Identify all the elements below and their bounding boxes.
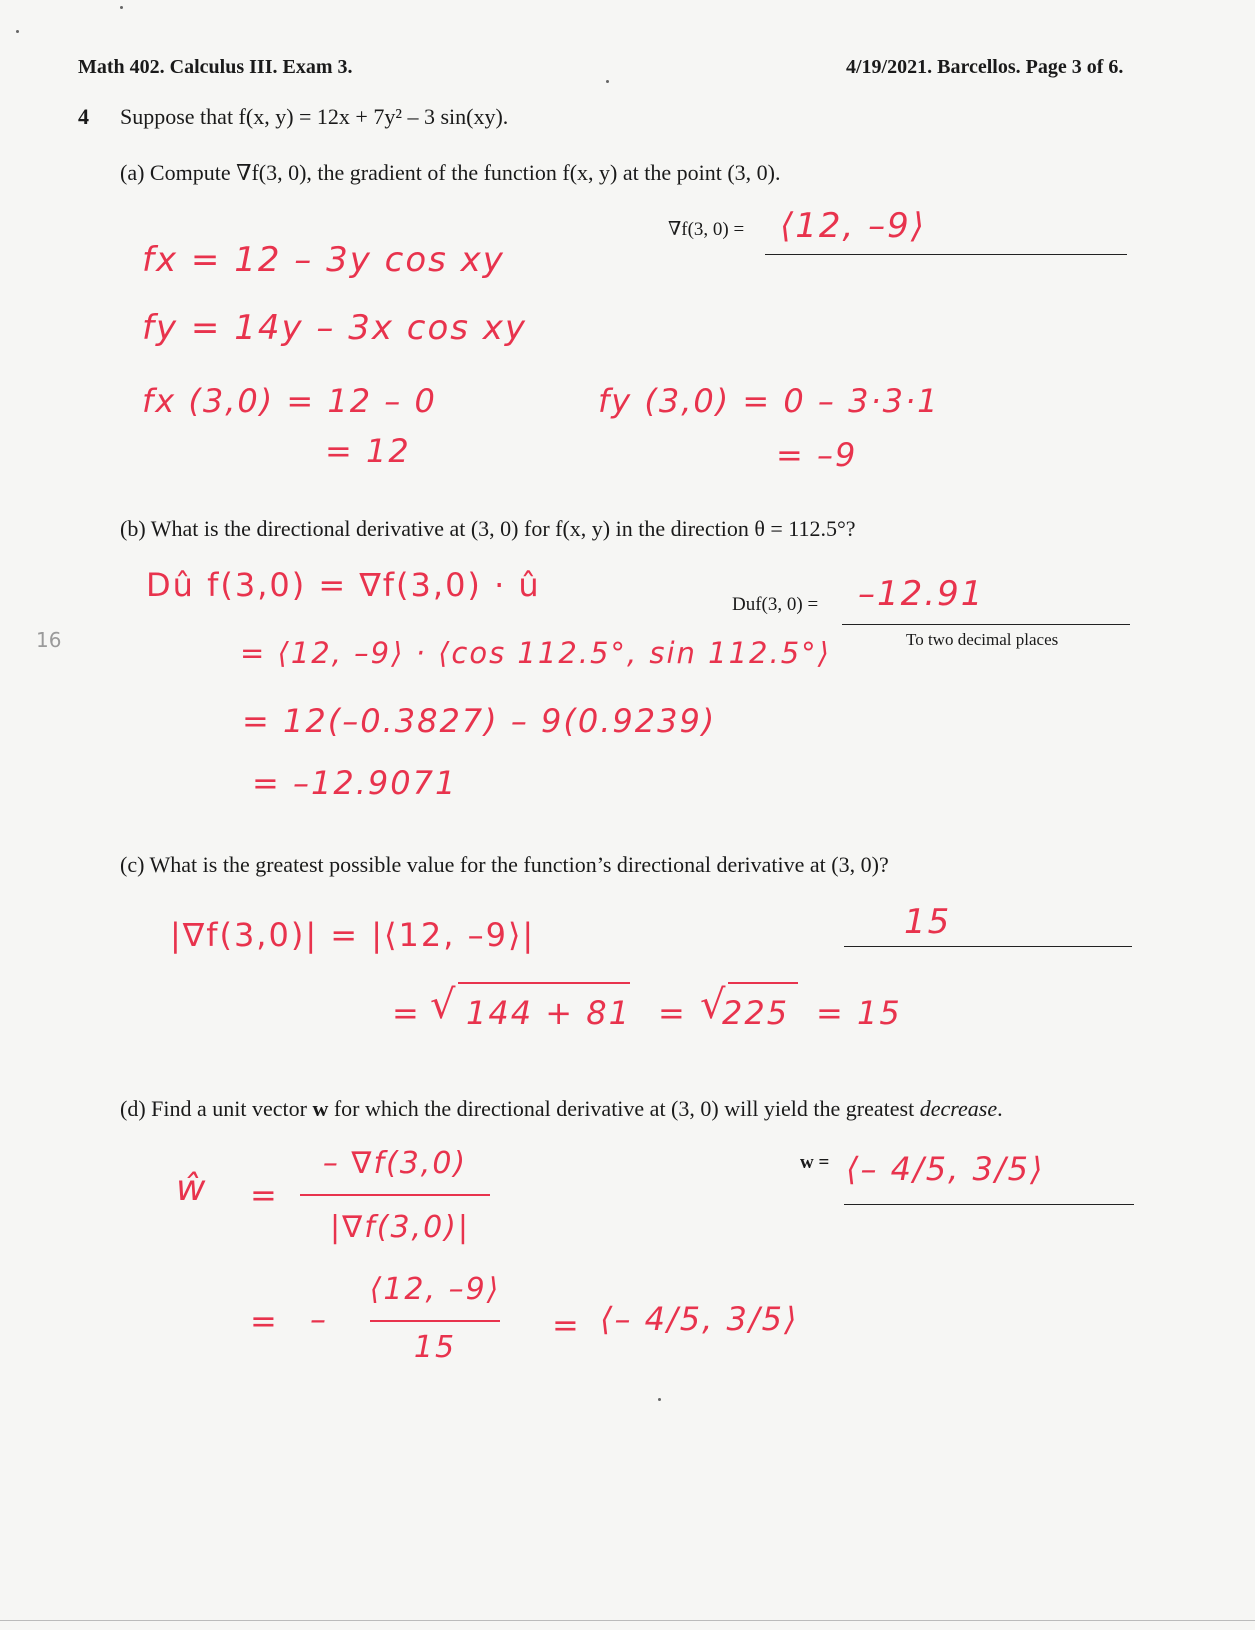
part-c-answer-line [844, 946, 1132, 947]
scan-speck [16, 30, 19, 33]
part-d-question-mid: for which the directional derivative at (3, 0) will yield the greatest [328, 1096, 920, 1121]
fraction-bar-1 [300, 1194, 490, 1196]
part-c-work-2-eq2: = [658, 994, 687, 1032]
part-a-answer: ⟨12, –9⟩ [780, 206, 927, 246]
part-d-numerator-1: – ∇f(3,0) [322, 1146, 468, 1181]
part-d-eq-3: = [552, 1306, 581, 1344]
problem-statement: Suppose that f(x, y) = 12x + 7y² – 3 sin(xy). [120, 104, 509, 129]
part-b-work-4: = –12.9071 [252, 764, 458, 802]
part-c-work-2-result: = 15 [816, 994, 902, 1032]
date-page-header: 4/19/2021. Barcellos. Page 3 of 6. [846, 56, 1124, 78]
part-a-answer-line [765, 254, 1127, 255]
part-d-question-italic: decrease [919, 1096, 998, 1121]
part-d-question-end: . [997, 1096, 1003, 1121]
fraction-bar-2 [370, 1320, 500, 1322]
part-a-answer-label: ∇f(3, 0) = [668, 219, 745, 240]
sqrt-bar-1 [458, 982, 630, 984]
part-b-answer-note: To two decimal places [906, 630, 1059, 649]
part-b-work-3: = 12(–0.3827) – 9(0.9239) [242, 702, 717, 740]
part-d-eq-2: = [250, 1302, 279, 1340]
sqrt-bar-2 [728, 982, 798, 984]
part-c-work-1: |∇f(3,0)| = |⟨12, –9⟩| [170, 916, 536, 954]
part-d-answer-line [844, 1204, 1134, 1205]
part-d-answer-label: w = [800, 1152, 830, 1173]
part-c-answer: 15 [904, 902, 952, 942]
part-a-fx-at-2: = 12 [325, 432, 411, 470]
course-header: Math 402. Calculus III. Exam 3. [78, 56, 353, 78]
part-d-minus: – [310, 1300, 328, 1338]
part-b-answer-label: Duf(3, 0) = [732, 594, 819, 615]
part-d-question-bold: w [312, 1096, 329, 1121]
problem-number: 4 [78, 104, 89, 129]
part-b-answer: –12.91 [858, 574, 985, 614]
part-d-question-prefix: (d) Find a unit vector [120, 1096, 313, 1121]
part-a-fy-at-2: = –9 [776, 436, 858, 474]
part-d-numerator-2: ⟨12, –9⟩ [369, 1272, 501, 1307]
scan-speck [658, 1398, 661, 1401]
part-a-question: (a) Compute ∇f(3, 0), the gradient of the function f(x, y) at the point (3, 0). [120, 160, 781, 185]
part-b-work-1: Dû f(3,0) = ∇f(3,0) · û [146, 566, 541, 604]
scan-speck [606, 80, 609, 83]
part-c-work-2-radicand-2: 225 [722, 994, 790, 1032]
part-b-margin-note: 16 [36, 628, 62, 652]
scan-edge [0, 1620, 1255, 1621]
part-a-fy-at-1: fy (3,0) = 0 – 3·3·1 [598, 382, 940, 420]
part-d-result: ⟨– 4/5, 3/5⟩ [600, 1300, 799, 1338]
part-d-answer: ⟨– 4/5, 3/5⟩ [846, 1150, 1045, 1188]
part-c-question: (c) What is the greatest possible value for the function’s directional derivative at (3, 0)? [120, 852, 889, 877]
part-a-fy: fy = 14y – 3x cos xy [142, 308, 528, 348]
part-c-work-2-radicand-1: 144 + 81 [466, 994, 631, 1032]
w-hat: ŵ [176, 1168, 208, 1209]
part-a-fx: fx = 12 – 3y cos xy [142, 240, 505, 280]
part-a-fx-at-1: fx (3,0) = 12 – 0 [142, 382, 437, 420]
scan-speck [120, 6, 123, 9]
part-d-denominator-1: |∇f(3,0)| [330, 1210, 470, 1245]
sqrt-sign-2: √ [700, 982, 728, 1028]
part-d-denominator-2: 15 [413, 1330, 457, 1365]
part-b-answer-line [842, 624, 1130, 625]
part-d-question [120, 1096, 1003, 1122]
part-c-work-2-eq: = [392, 994, 421, 1032]
sqrt-sign-1: √ [430, 982, 458, 1028]
part-b-question: (b) What is the directional derivative at (3, 0) for f(x, y) in the direction θ = 112.5°? [120, 516, 856, 541]
part-d-eq-1: = [250, 1176, 279, 1214]
part-b-work-2: = ⟨12, –9⟩ · ⟨cos 112.5°, sin 112.5°⟩ [240, 636, 831, 670]
